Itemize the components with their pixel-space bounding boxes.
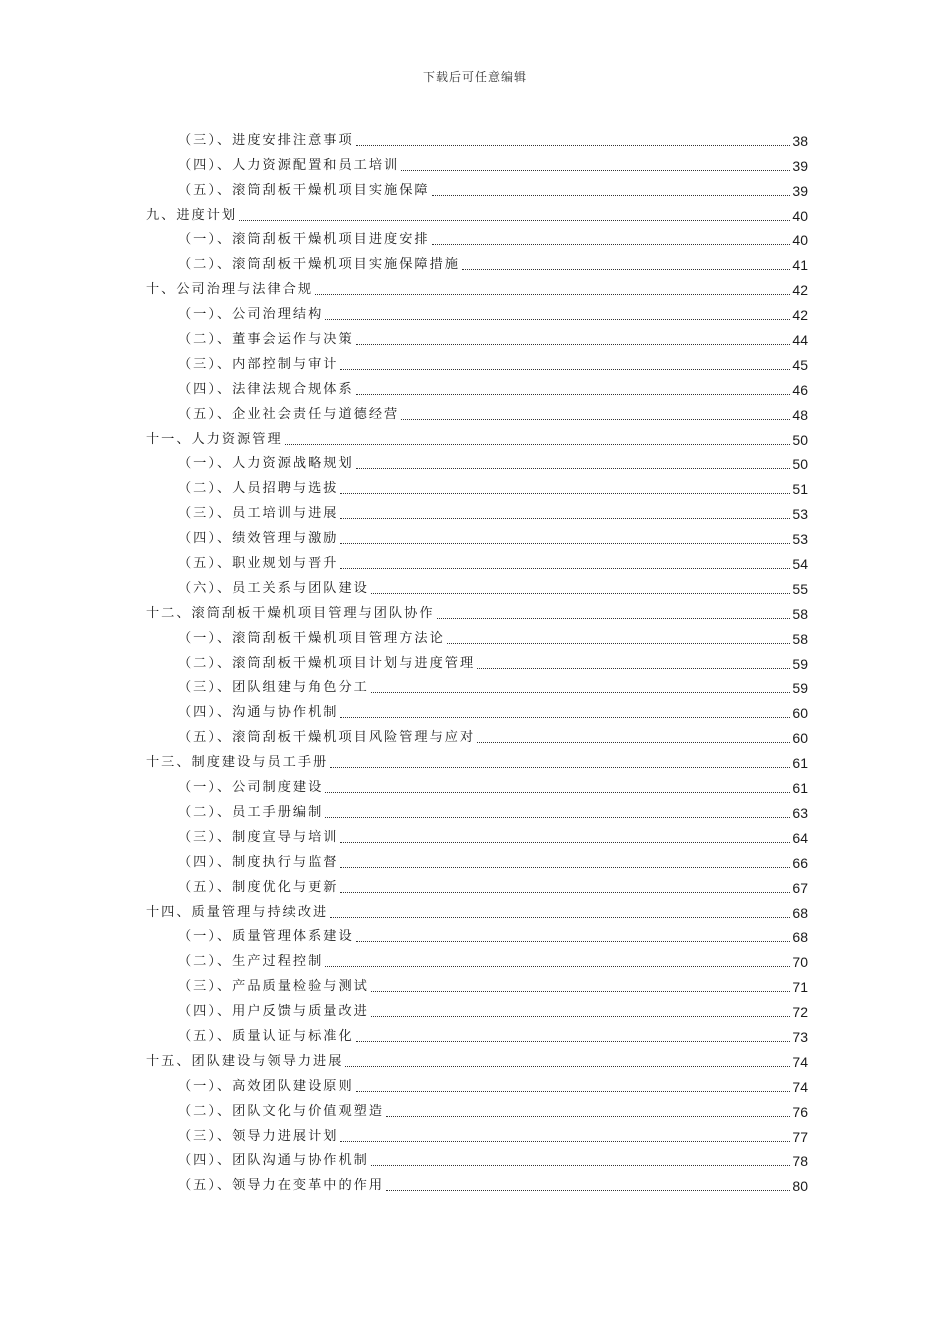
toc-entry-label: （四）、人力资源配置和员工培训 xyxy=(178,157,400,173)
toc-entry-label: （五）、职业规划与晋升 xyxy=(178,556,339,572)
toc-section-entry[interactable] xyxy=(146,399,808,424)
toc-entry-label: （三）、领导力进展计划 xyxy=(178,1128,339,1144)
toc-entry-label: （二）、董事会运作与决策 xyxy=(178,332,354,348)
toc-entry-label: 九、进度计划 xyxy=(146,207,238,223)
toc-chapter-entry[interactable] xyxy=(146,424,808,449)
toc-entry-label: （二）、生产过程控制 xyxy=(178,954,324,970)
toc-dot-leader xyxy=(345,1066,790,1067)
toc-dot-leader xyxy=(386,1190,790,1191)
toc-dot-leader xyxy=(340,518,790,519)
toc-dot-leader xyxy=(462,269,790,270)
toc-dot-leader xyxy=(356,1041,791,1042)
toc-page-number: 42 xyxy=(792,307,808,324)
toc-entry-label: （三）、团队组建与角色分工 xyxy=(178,680,369,696)
toc-section-entry[interactable] xyxy=(146,125,808,150)
toc-dot-leader xyxy=(330,767,790,768)
toc-section-entry[interactable] xyxy=(146,150,808,175)
toc-dot-leader xyxy=(477,742,790,743)
toc-section-entry[interactable] xyxy=(146,573,808,598)
toc-section-entry[interactable] xyxy=(146,299,808,324)
toc-page-number: 76 xyxy=(792,1103,808,1120)
toc-page-number: 40 xyxy=(792,207,808,224)
toc-dot-leader xyxy=(371,593,791,594)
toc-section-entry[interactable] xyxy=(146,473,808,498)
toc-chapter-entry[interactable] xyxy=(146,897,808,922)
toc-dot-leader xyxy=(371,1016,791,1017)
toc-entry-label: （四）、用户反馈与质量改进 xyxy=(178,1004,369,1020)
toc-dot-leader xyxy=(447,643,791,644)
toc-entry-label: 十一、人力资源管理 xyxy=(146,431,283,447)
toc-page-number: 64 xyxy=(792,829,808,846)
toc-dot-leader xyxy=(315,294,790,295)
toc-page-number: 60 xyxy=(792,730,808,747)
toc-dot-leader xyxy=(401,170,790,171)
toc-dot-leader xyxy=(340,369,790,370)
toc-dot-leader xyxy=(371,1165,791,1166)
toc-entry-label: （五）、领导力在变革中的作用 xyxy=(178,1178,385,1194)
toc-section-entry[interactable] xyxy=(146,623,808,648)
toc-dot-leader xyxy=(437,618,791,619)
toc-entry-label: （一）、高效团队建设原则 xyxy=(178,1078,354,1094)
toc-page-number: 59 xyxy=(792,655,808,672)
toc-page-number: 46 xyxy=(792,381,808,398)
toc-dot-leader xyxy=(386,1116,790,1117)
toc-page-number: 73 xyxy=(792,1028,808,1045)
toc-section-entry[interactable] xyxy=(146,249,808,274)
toc-dot-leader xyxy=(356,1091,791,1092)
toc-page-number: 39 xyxy=(792,157,808,174)
toc-entry-label: （三）、制度宣导与培训 xyxy=(178,829,339,845)
toc-section-entry[interactable] xyxy=(146,1146,808,1171)
toc-section-entry[interactable] xyxy=(146,996,808,1021)
toc-dot-leader xyxy=(371,692,791,693)
toc-chapter-entry[interactable] xyxy=(146,747,808,772)
toc-section-entry[interactable] xyxy=(146,324,808,349)
toc-entry-label: （五）、企业社会责任与道德经营 xyxy=(178,406,400,422)
toc-section-entry[interactable] xyxy=(146,498,808,523)
toc-dot-leader xyxy=(371,991,791,992)
toc-page-number: 68 xyxy=(792,929,808,946)
toc-section-entry[interactable] xyxy=(146,847,808,872)
toc-entry-label: 十二、滚筒刮板干燥机项目管理与团队协作 xyxy=(146,605,435,621)
toc-dot-leader xyxy=(340,892,790,893)
toc-entry-label: （五）、滚筒刮板干燥机项目风险管理与应对 xyxy=(178,730,476,746)
toc-entry-label: （三）、进度安排注意事项 xyxy=(178,132,354,148)
toc-dot-leader xyxy=(432,244,791,245)
toc-page-number: 51 xyxy=(792,481,808,498)
toc-page-number: 59 xyxy=(792,680,808,697)
toc-page-number: 68 xyxy=(792,904,808,921)
toc-entry-label: （一）、人力资源战略规划 xyxy=(178,456,354,472)
toc-dot-leader xyxy=(340,842,790,843)
toc-page-number: 61 xyxy=(792,780,808,797)
toc-entry-label: （四）、制度执行与监督 xyxy=(178,854,339,870)
toc-entry-label: （三）、产品质量检验与测试 xyxy=(178,979,369,995)
toc-page-number: 71 xyxy=(792,979,808,996)
toc-section-entry[interactable] xyxy=(146,349,808,374)
toc-page-number: 38 xyxy=(792,132,808,149)
toc-page-number: 39 xyxy=(792,182,808,199)
toc-dot-leader xyxy=(356,468,791,469)
toc-dot-leader xyxy=(356,145,791,146)
toc-entry-label: （三）、内部控制与审计 xyxy=(178,356,339,372)
toc-section-entry[interactable] xyxy=(146,822,808,847)
toc-entry-label: （六）、员工关系与团队建设 xyxy=(178,580,369,596)
toc-dot-leader xyxy=(325,319,790,320)
toc-dot-leader xyxy=(356,344,791,345)
toc-entry-label: （一）、质量管理体系建设 xyxy=(178,929,354,945)
toc-section-entry[interactable] xyxy=(146,1121,808,1146)
toc-section-entry[interactable] xyxy=(146,374,808,399)
toc-section-entry[interactable] xyxy=(146,548,808,573)
toc-entry-label: 十三、制度建设与员工手册 xyxy=(146,755,329,771)
toc-entry-label: （五）、滚筒刮板干燥机项目实施保障 xyxy=(178,182,430,198)
toc-section-entry[interactable] xyxy=(146,449,808,474)
toc-entry-label: （一）、滚筒刮板干燥机项目进度安排 xyxy=(178,232,430,248)
toc-section-entry[interactable] xyxy=(146,225,808,250)
toc-entry-label: （一）、滚筒刮板干燥机项目管理方法论 xyxy=(178,630,445,646)
toc-section-entry[interactable] xyxy=(146,1071,808,1096)
toc-section-entry[interactable] xyxy=(146,797,808,822)
table-of-contents xyxy=(146,125,808,1195)
toc-dot-leader xyxy=(325,966,790,967)
toc-entry-label: （五）、质量认证与标准化 xyxy=(178,1028,354,1044)
toc-entry-label: （一）、公司制度建设 xyxy=(178,780,324,796)
toc-page-number: 63 xyxy=(792,804,808,821)
toc-section-entry[interactable] xyxy=(146,722,808,747)
toc-entry-label: （四）、团队沟通与协作机制 xyxy=(178,1153,369,1169)
toc-dot-leader xyxy=(239,220,790,221)
toc-dot-leader xyxy=(356,394,791,395)
toc-section-entry[interactable] xyxy=(146,175,808,200)
toc-page-number: 55 xyxy=(792,580,808,597)
toc-section-entry[interactable] xyxy=(146,1096,808,1121)
toc-dot-leader xyxy=(325,817,790,818)
toc-page-number: 78 xyxy=(792,1153,808,1170)
toc-entry-label: （三）、员工培训与进展 xyxy=(178,506,339,522)
toc-page-number: 48 xyxy=(792,406,808,423)
toc-entry-label: （二）、滚筒刮板干燥机项目实施保障措施 xyxy=(178,257,460,273)
toc-dot-leader xyxy=(340,493,790,494)
toc-dot-leader xyxy=(356,941,791,942)
toc-dot-leader xyxy=(325,792,790,793)
toc-dot-leader xyxy=(340,717,790,718)
toc-chapter-entry[interactable] xyxy=(146,200,808,225)
toc-entry-label: 十五、团队建设与领导力进展 xyxy=(146,1053,344,1069)
toc-page-number: 61 xyxy=(792,755,808,772)
toc-dot-leader xyxy=(340,1141,790,1142)
toc-page-number: 54 xyxy=(792,556,808,573)
toc-chapter-entry[interactable] xyxy=(146,274,808,299)
toc-section-entry[interactable] xyxy=(146,697,808,722)
toc-page-number: 45 xyxy=(792,356,808,373)
toc-page-number: 50 xyxy=(792,431,808,448)
toc-dot-leader xyxy=(330,917,790,918)
toc-page-number: 74 xyxy=(792,1053,808,1070)
toc-section-entry[interactable] xyxy=(146,922,808,947)
toc-page-number: 67 xyxy=(792,879,808,896)
toc-dot-leader xyxy=(432,195,791,196)
toc-page-number: 60 xyxy=(792,705,808,722)
toc-page-number: 74 xyxy=(792,1078,808,1095)
toc-page-number: 58 xyxy=(792,630,808,647)
toc-chapter-entry[interactable] xyxy=(146,1046,808,1071)
toc-entry-label: （四）、法律法规合规体系 xyxy=(178,381,354,397)
toc-section-entry[interactable] xyxy=(146,648,808,673)
toc-section-entry[interactable] xyxy=(146,1170,808,1195)
toc-entry-label: （一）、公司治理结构 xyxy=(178,307,324,323)
toc-dot-leader xyxy=(401,419,790,420)
toc-page-number: 53 xyxy=(792,506,808,523)
toc-dot-leader xyxy=(340,568,790,569)
toc-page-number: 72 xyxy=(792,1004,808,1021)
toc-section-entry[interactable] xyxy=(146,872,808,897)
page-header: 下载后可任意编辑 xyxy=(422,70,527,84)
toc-page-number: 80 xyxy=(792,1178,808,1195)
toc-section-entry[interactable] xyxy=(146,523,808,548)
toc-page-number: 41 xyxy=(792,257,808,274)
toc-section-entry[interactable] xyxy=(146,772,808,797)
toc-section-entry[interactable] xyxy=(146,971,808,996)
toc-entry-label: （四）、绩效管理与激励 xyxy=(178,531,339,547)
toc-dot-leader xyxy=(340,867,790,868)
toc-dot-leader xyxy=(340,543,790,544)
toc-entry-label: （二）、团队文化与价值观塑造 xyxy=(178,1103,385,1119)
toc-page-number: 77 xyxy=(792,1128,808,1145)
toc-section-entry[interactable] xyxy=(146,946,808,971)
toc-page-number: 40 xyxy=(792,232,808,249)
toc-page-number: 44 xyxy=(792,332,808,349)
toc-dot-leader xyxy=(477,668,790,669)
toc-section-entry[interactable] xyxy=(146,1021,808,1046)
toc-entry-label: （二）、滚筒刮板干燥机项目计划与进度管理 xyxy=(178,655,476,671)
toc-entry-label: （二）、人员招聘与选拔 xyxy=(178,481,339,497)
toc-dot-leader xyxy=(285,444,791,445)
toc-entry-label: （二）、员工手册编制 xyxy=(178,804,324,820)
toc-page-number: 58 xyxy=(792,605,808,622)
toc-chapter-entry[interactable] xyxy=(146,598,808,623)
toc-entry-label: 十、公司治理与法律合规 xyxy=(146,282,314,298)
toc-entry-label: 十四、质量管理与持续改进 xyxy=(146,904,329,920)
toc-page-number: 66 xyxy=(792,854,808,871)
toc-entry-label: （四）、沟通与协作机制 xyxy=(178,705,339,721)
toc-page-number: 42 xyxy=(792,282,808,299)
toc-page-number: 53 xyxy=(792,531,808,548)
toc-page-number: 50 xyxy=(792,456,808,473)
toc-page-number: 70 xyxy=(792,954,808,971)
toc-section-entry[interactable] xyxy=(146,673,808,698)
toc-entry-label: （五）、制度优化与更新 xyxy=(178,879,339,895)
